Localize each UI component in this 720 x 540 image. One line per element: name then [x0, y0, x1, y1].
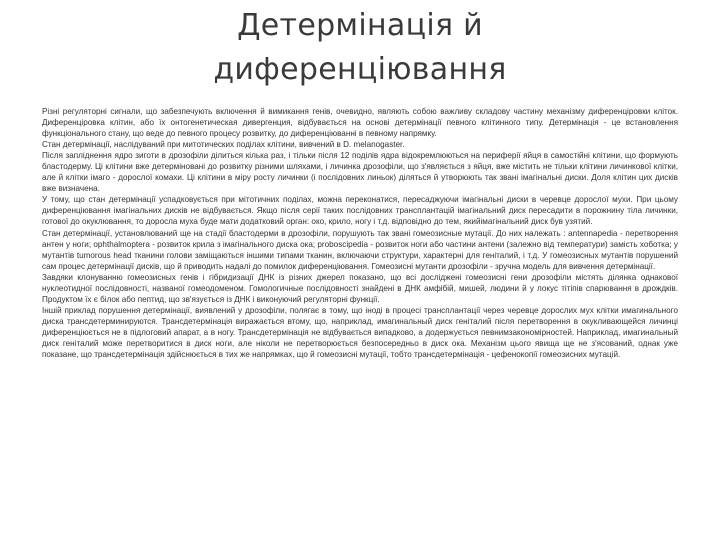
paragraph-1: Різні регуляторні сигнали, що забезпечують включення й вимикання генів, очевидно, являють собою важливу складову частину механізму диференціровки кліток. Диференціровка клітин, або їх онтогенетическая дивергенция, відбувається на основі детермінації певного клітинного типу. Детермінація - це встановлення функціонального стану, що веде до певного процесу розвитку, до диференціюванні в певному напрямку. [42, 107, 678, 139]
paragraph-2: Стан детермінації, наслідуваний при митотических поділах клітини, вивчений в D. melanogaster. [42, 140, 405, 150]
slide-title [120, 0, 600, 92]
paragraph-7: Іншій приклад порушення детермінації, виявлений у дрозофіли, полягає в тому, що іноді в процесі трансплантації через черевце дорослих мух клітки имагинального диска трансдетерминируются. Трансдетермінація виражається втому, що, наприклад, имагинальный диск геніталий після перетворення в окукливающейся личинці диференціюється не в підлоговий апарат, а в ногу. Трансдетермінація не відбувається випадково, а додержується певнимзакономірностей. Наприклад, имагинальный диск геніталий може перетворитися в диск ноги, але ніколи не перетворюється безпосередньо в диск ока. Механізм цього явища ще не з'ясований, однак уже показане, що трансдетермінація здійснюється в тих же напрямках, що й гомеозисні мутації, тобто трансдетермінація - цефенокопії гомеозисних мутацій. [42, 305, 678, 360]
paragraph-5: Стан детермінації, установлюваний ще на стадії бластодерми в дрозофіли, порушують так звані гомеозисные мутації. До них належать : antennapedia - перетворення антен у ноги; ophthalmoptera - розвиток крила з імагінального диска ока; proboscipedia - розвиток ноги або частини антени (залежно від температури) замість хоботка; у мутантів tumorous head тканини голови заміщаються іншими типами тканин, включаючи структури, характерні для геніталий, і т.д. У гомеозисных мутантів порушений сам процес детермінації дисків, що й приводить надалі до помилок диференціювання. Гомеозисні мутанти дрозофіли - зручна модель для вивчення детермінації. [42, 228, 678, 271]
slide-title-line-1: Детермінація й [237, 8, 483, 43]
paragraph-4: У тому, що стан детермінації успадковується при мітотичних поділах, можна переконатися, пересаджуючи імагінальні диски в черевце дорослої мухи. При цьому диференціювання імагінальних дисків не відбувається. Якщо після серії таких послідовних трансплантацій імагінальний диск пересадити в порожнину тіла личинки, готової до окуклювання, то доросла муха буде мати додатковий орган: око, крило, ногу і т.д. відповідно до тем, якийімагінальний диск був узятий. [42, 195, 678, 227]
slide-title-line-2: диференціювання [213, 52, 507, 87]
slide-body [42, 106, 678, 360]
paragraph-3: Після запліднення ядро зиготи в дрозофіли ділиться кілька раз, і тільки після 12 поділів ядра відокремлюються на периферії яйця в самостійні клітини, що формують бластодерму. Ці клітини вже детерміновані до розвитку різними шляхами, і личинка дрозофіли, що з'являється з яйця, вже містить не тільки клітини личинкової клітки, але й клітки імаго - дорослої комахи. Ці клітини в міру росту личинки (і послідовних линьок) діляться й утворюють так звані імагінальні диски. Доля клітин цих дисків вже визначена. [42, 151, 678, 194]
paragraph-6: Завдяки клонуванню гомеозисных генів і гібридизації ДНК із різних джерел показано, що всі досліджені гомеозисні гени дрозофіли містять ділянка однакової нуклеотидної послідовності, названої гомеодоменом. Гомологичные послідовності знайдені в ДНК амфібій, мишей, людини й у локус тітіпів спарювання в дрождків. Продуктом їх є білок або пептид, що зв'язується із ДНК і виконуючий регуляторні функції. [42, 272, 678, 304]
